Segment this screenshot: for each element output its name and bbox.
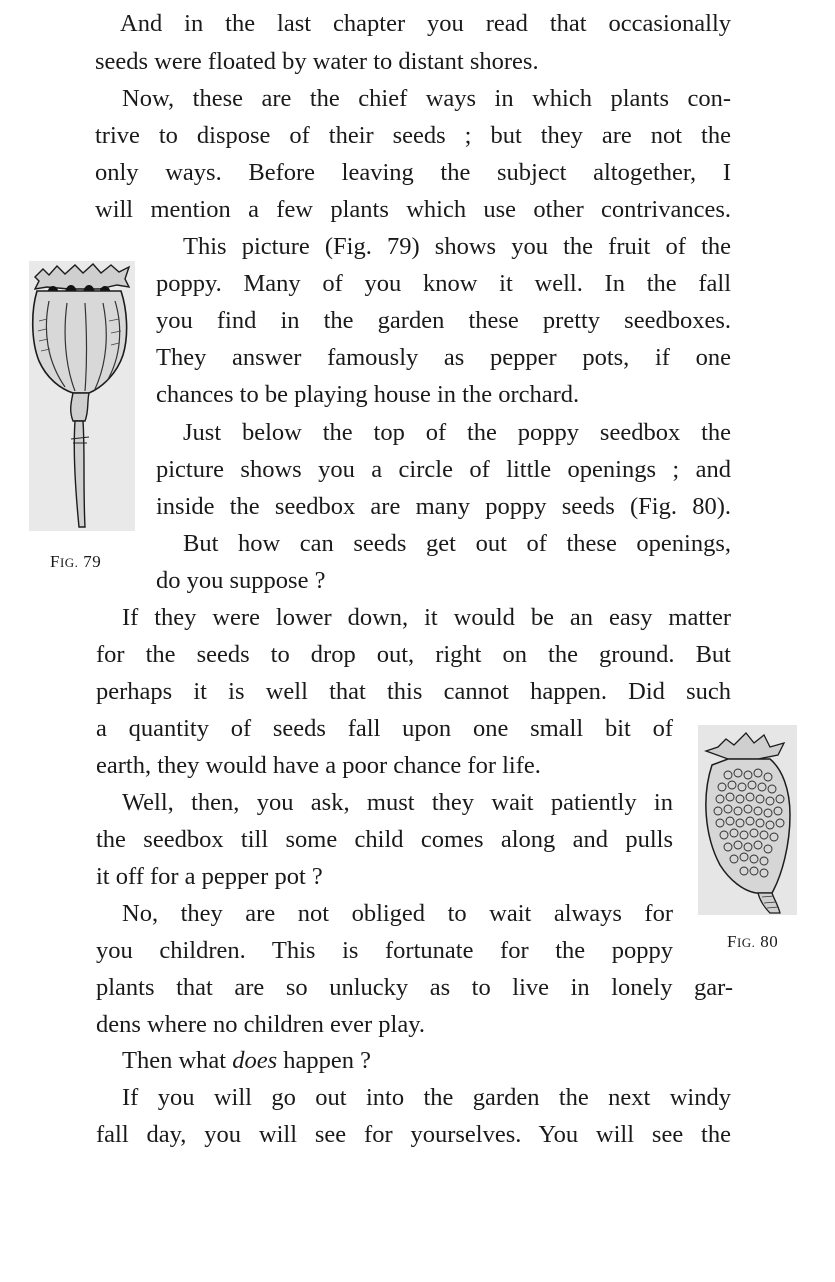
text-line: fall day, you will see for yourselves. You will see the	[96, 1121, 731, 1148]
text-line: No, they are not obliged to wait always for	[122, 900, 673, 927]
text-line: the seedbox till some child comes along and pulls	[96, 826, 673, 853]
text-line: it off for a pepper pot ?	[96, 863, 323, 890]
poppy-seeds-illustration	[698, 725, 797, 915]
text-line: chances to be playing house in the orchard.	[156, 381, 580, 408]
text-line: This picture (Fig. 79) shows you the fruit of the	[183, 233, 731, 260]
text-line: Well, then, you ask, must they wait patiently in	[122, 789, 673, 816]
text-line: Just below the top of the poppy seedbox the	[183, 419, 731, 446]
poppy-fruit-illustration	[29, 261, 135, 531]
text-line: earth, they would have a poor chance for life.	[96, 752, 541, 779]
figure-80-poppy-seeds	[698, 725, 797, 915]
text-line: And in the last chapter you read that occasionally	[120, 10, 731, 37]
text-line: you children. This is fortunate for the poppy	[96, 937, 673, 964]
text-line: If you will go out into the garden the next windy	[122, 1084, 731, 1111]
figure-80-caption	[727, 932, 778, 952]
figure-79-caption	[50, 552, 101, 572]
text-line: perhaps it is well that this cannot happen. Did such	[96, 678, 731, 705]
text-line: But how can seeds get out of these openings,	[183, 530, 731, 557]
text-line: a quantity of seeds fall upon one small bit of	[96, 715, 673, 742]
text-line: only ways. Before leaving the subject altogether, I	[95, 159, 731, 186]
text-run: Then what	[122, 1047, 233, 1074]
figure-79-poppy-fruit	[29, 261, 135, 531]
text-line: inside the seedbox are many poppy seeds (Fig. 80).	[156, 493, 731, 520]
caption-initial: F	[727, 932, 737, 951]
caption-initial: F	[50, 552, 60, 571]
caption-smallcaps: IG.	[59, 555, 79, 570]
text-line: seeds were floated by water to distant shores.	[95, 48, 539, 75]
text-line: They answer famously as pepper pots, if one	[156, 344, 731, 371]
caption-smallcaps: IG.	[736, 935, 756, 950]
text-line: for the seeds to drop out, right on the ground. But	[96, 641, 731, 668]
text-line: If they were lower down, it would be an easy matter	[122, 604, 731, 631]
text-line: plants that are so unlucky as to live in lonely gar-	[96, 974, 733, 1001]
text-line: do you suppose ?	[156, 567, 326, 594]
caption-number: 79	[78, 552, 102, 571]
text-line: poppy. Many of you know it well. In the fall	[156, 270, 731, 297]
caption-number: 80	[755, 932, 779, 951]
text-run: happen ?	[277, 1047, 372, 1074]
text-line: trive to dispose of their seeds ; but they are not the	[95, 122, 731, 149]
text-line: will mention a few plants which use other contrivances.	[95, 196, 731, 223]
text-line: dens where no children ever play.	[96, 1011, 426, 1038]
text-line: Now, these are the chief ways in which plants con-	[122, 85, 731, 112]
text-line: you find in the garden these pretty seedboxes.	[156, 307, 731, 334]
text-line: picture shows you a circle of little openings ; and	[156, 456, 731, 483]
text-line	[122, 1046, 371, 1076]
emphasis-text: does	[232, 1047, 278, 1074]
